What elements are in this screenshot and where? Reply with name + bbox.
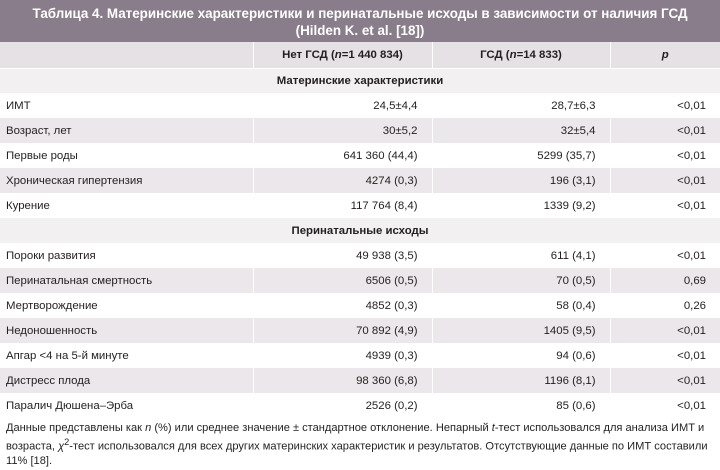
cell-gdm: 611 (4,1)	[432, 243, 610, 268]
cell-no-gdm: 70 892 (4,9)	[253, 318, 432, 343]
row-label: Первые роды	[0, 143, 253, 168]
row-label: Апгар <4 на 5-й минуте	[0, 343, 253, 368]
cell-no-gdm: 2526 (0,2)	[253, 393, 432, 418]
header-label	[0, 42, 253, 68]
cell-gdm: 1405 (9,5)	[432, 318, 610, 343]
cell-no-gdm: 98 360 (6,8)	[253, 368, 432, 393]
section-row	[0, 68, 720, 93]
cell-no-gdm: 117 764 (8,4)	[253, 193, 432, 218]
cell-p-value: <0,01	[610, 193, 720, 218]
table-body	[0, 68, 720, 418]
cell-p-value: <0,01	[610, 393, 720, 418]
cell-p-value: <0,01	[610, 243, 720, 268]
row-label: Возраст, лет	[0, 118, 253, 143]
header-row	[0, 42, 720, 68]
row-label: Мертворождение	[0, 293, 253, 318]
cell-no-gdm: 6506 (0,5)	[253, 268, 432, 293]
cell-gdm: 58 (0,4)	[432, 293, 610, 318]
cell-p-value: <0,01	[610, 368, 720, 393]
table-row	[0, 318, 720, 343]
cell-no-gdm: 49 938 (3,5)	[253, 243, 432, 268]
table-row	[0, 193, 720, 218]
table-row	[0, 343, 720, 368]
cell-no-gdm: 30±5,2	[253, 118, 432, 143]
row-label: Недоношенность	[0, 318, 253, 343]
cell-p-value: <0,01	[610, 118, 720, 143]
cell-gdm: 5299 (35,7)	[432, 143, 610, 168]
cell-p-value: <0,01	[610, 168, 720, 193]
table-row	[0, 293, 720, 318]
cell-p-value: 0,26	[610, 293, 720, 318]
cell-p-value: 0,69	[610, 268, 720, 293]
table-row	[0, 143, 720, 168]
cell-gdm: 196 (3,1)	[432, 168, 610, 193]
cell-gdm: 85 (0,6)	[432, 393, 610, 418]
header-no-gdm: Нет ГСД (n=1 440 834)	[253, 42, 432, 68]
table-title-line1: Таблица 4. Материнские характеристики и перинатальные исходы в зависимости от наличия ГСД	[32, 6, 688, 21]
table-row	[0, 368, 720, 393]
table-row	[0, 393, 720, 418]
row-label: Хроническая гипертензия	[0, 168, 253, 193]
cell-p-value: <0,01	[610, 143, 720, 168]
cell-no-gdm: 641 360 (44,4)	[253, 143, 432, 168]
row-label: Пороки развития	[0, 243, 253, 268]
row-label: Курение	[0, 193, 253, 218]
row-label: Дистресс плода	[0, 368, 253, 393]
cell-gdm: 94 (0,6)	[432, 343, 610, 368]
cell-no-gdm: 4852 (0,3)	[253, 293, 432, 318]
cell-p-value: <0,01	[610, 93, 720, 118]
cell-gdm: 1196 (8,1)	[432, 368, 610, 393]
cell-gdm: 32±5,4	[432, 118, 610, 143]
cell-gdm: 70 (0,5)	[432, 268, 610, 293]
table-row	[0, 243, 720, 268]
data-table	[0, 42, 720, 418]
cell-no-gdm: 4939 (0,3)	[253, 343, 432, 368]
cell-no-gdm: 24,5±4,4	[253, 93, 432, 118]
table-row	[0, 93, 720, 118]
cell-p-value: <0,01	[610, 343, 720, 368]
table-row	[0, 268, 720, 293]
header-gdm: ГСД (n=14 833)	[432, 42, 610, 68]
table-title	[0, 0, 720, 42]
table-row	[0, 168, 720, 193]
header-p: p	[610, 42, 720, 68]
cell-gdm: 1339 (9,2)	[432, 193, 610, 218]
footnote: Данные представлены как n (%) или среднее значение ± стандартное отклонение. Непарный t-тест использовался для анализа ИМТ и возраста, $\chi^2$-тест использовался для всех других материнских характеристик и результатов. Отсутствующие данные по ИМТ составили 11% [18].	[6, 422, 708, 467]
row-label: Паралич Дюшена–Эрба	[0, 393, 253, 418]
section-title: Перинатальные исходы	[0, 218, 720, 243]
cell-p-value: <0,01	[610, 318, 720, 343]
cell-no-gdm: 4274 (0,3)	[253, 168, 432, 193]
row-label: ИМТ	[0, 93, 253, 118]
section-row	[0, 218, 720, 243]
section-title: Материнские характеристики	[0, 68, 720, 93]
table-row	[0, 118, 720, 143]
cell-gdm: 28,7±6,3	[432, 93, 610, 118]
table-title-line2: (Hilden K. et al. [18])	[295, 23, 425, 38]
row-label: Перинатальная смертность	[0, 268, 253, 293]
